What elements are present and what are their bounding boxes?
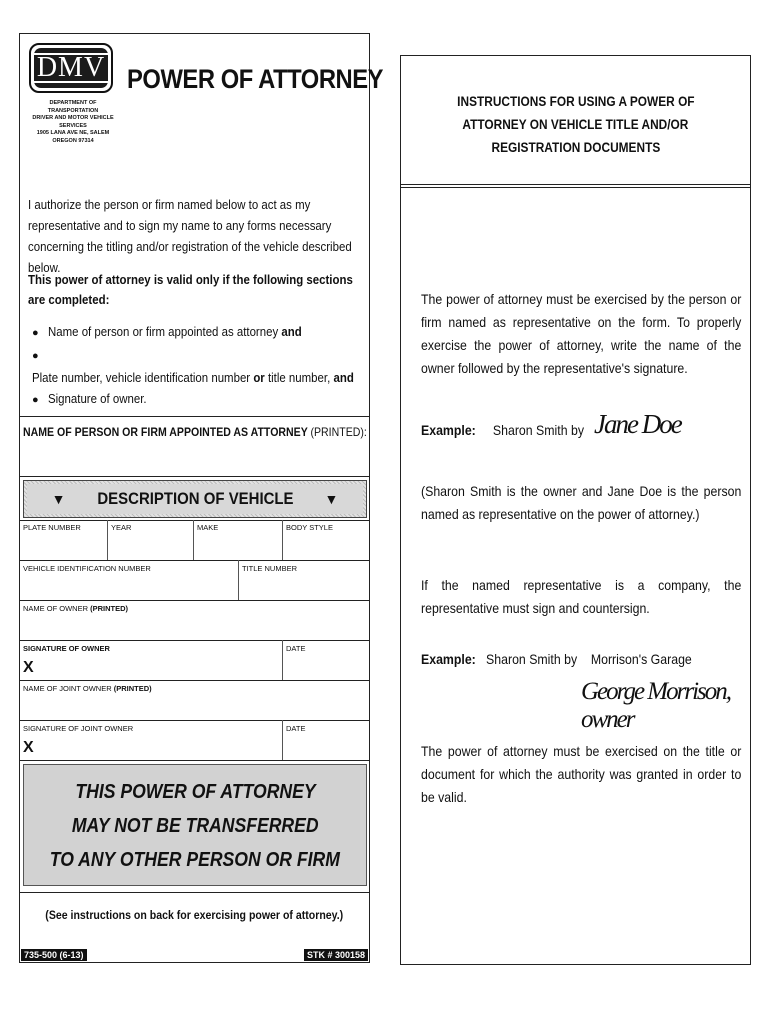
example-label: Example: <box>421 422 476 438</box>
transfer-warning <box>23 764 367 886</box>
vin-field[interactable]: VEHICLE IDENTIFICATION NUMBER <box>23 564 151 573</box>
instruction-paragraph: The power of attorney must be exercised by the person or firm named as representative on the form. To properly exercise the power of attorney, write the name of the owner followed by the representative's signature. <box>421 291 742 376</box>
logo-text: DMV <box>34 53 108 83</box>
department-line: DRIVER AND MOTOR VEHICLE SERVICES <box>32 115 114 129</box>
form-title: POWER OF ATTORNEY <box>127 64 384 94</box>
down-triangle-icon: ▼ <box>51 491 66 507</box>
sign-here-mark: X <box>23 659 34 676</box>
department-line: 1905 LANA AVE NE, SALEM OREGON 97314 <box>36 130 110 144</box>
dmv-logo <box>29 43 113 93</box>
vehicle-description-header <box>23 480 367 518</box>
divider <box>20 720 369 721</box>
divider <box>20 476 369 477</box>
required-sections-list <box>32 321 398 411</box>
example-1 <box>421 422 606 438</box>
divider <box>20 892 369 893</box>
owner-date-field[interactable]: DATE <box>286 644 306 653</box>
divider <box>20 760 369 761</box>
warning-line: MAY NOT BE TRANSFERRED <box>71 815 319 837</box>
divider <box>20 560 369 561</box>
divider <box>20 416 369 417</box>
owner-signature-field[interactable]: SIGNATURE OF OWNER <box>23 644 110 653</box>
validity-note: This power of attorney is valid only if the following sections are completed: <box>28 272 353 307</box>
divider <box>107 520 108 560</box>
instructions-panel <box>400 55 751 965</box>
joint-owner-date-field[interactable]: DATE <box>286 724 306 733</box>
example-company: Morrison's Garage <box>590 651 692 667</box>
divider <box>20 600 369 601</box>
warning-line: TO ANY OTHER PERSON OR FIRM <box>49 849 341 871</box>
section-title: DESCRIPTION OF VEHICLE <box>96 489 294 508</box>
authorization-statement: I authorize the person or firm named below to act as my representative and to sign my name to any forms necessary concerning the titling and/or registration of the vehicle described below. <box>28 197 352 275</box>
instruction-paragraph: (Sharon Smith is the owner and Jane Doe is the person named as representative on the power of attorney.) <box>421 483 742 522</box>
instruction-paragraph: The power of attorney must be exercised on the title or document for which the authority was granted in order to be valid. <box>421 743 742 805</box>
example-owner: Sharon Smith by <box>486 651 578 667</box>
plate-number-field[interactable]: PLATE NUMBER <box>23 523 81 532</box>
example-2 <box>421 651 729 667</box>
divider <box>193 520 194 560</box>
form-number: 735-500 (6-13) <box>21 949 87 961</box>
down-triangle-icon: ▼ <box>324 491 339 507</box>
joint-owner-signature-field[interactable]: SIGNATURE OF JOINT OWNER <box>23 724 134 733</box>
divider <box>282 520 283 560</box>
divider <box>282 720 283 760</box>
owner-name-field[interactable]: NAME OF OWNER (PRINTED) <box>23 604 129 613</box>
example-signature: Jane Doe <box>594 409 681 439</box>
attorney-name-field[interactable]: NAME OF PERSON OR FIRM APPOINTED AS ATTORNEY (PRINTED): <box>23 425 367 439</box>
year-field[interactable]: YEAR <box>111 523 132 532</box>
warning-line: THIS POWER OF ATTORNEY <box>74 781 316 803</box>
list-item: ● Signature of owner. <box>32 388 398 411</box>
divider <box>401 184 750 188</box>
title-number-field[interactable]: TITLE NUMBER <box>242 564 298 573</box>
example-owner: Sharon Smith by <box>492 422 584 438</box>
list-item: ● Plate number, vehicle identification number or title number, and <box>32 344 398 388</box>
divider <box>282 640 283 680</box>
body-style-field[interactable]: BODY STYLE <box>286 523 333 532</box>
list-item: ● Name of person or firm appointed as attorney and <box>32 321 398 344</box>
stock-number: STK # 300158 <box>304 949 368 961</box>
department-line: DEPARTMENT OF TRANSPORTATION <box>47 100 99 114</box>
see-instructions-note: (See instructions on back for exercising power of attorney.) <box>45 908 344 922</box>
divider <box>20 520 369 521</box>
instruction-paragraph: If the named representative is a company, the representative must sign and countersign. <box>421 577 742 616</box>
department-address <box>24 100 122 145</box>
power-of-attorney-form <box>19 33 384 963</box>
divider <box>238 560 239 600</box>
divider <box>20 680 369 681</box>
make-field[interactable]: MAKE <box>197 523 219 532</box>
example-label: Example: <box>421 651 476 667</box>
sign-here-mark: X <box>23 739 34 756</box>
instructions-title: INSTRUCTIONS FOR USING A POWER OF ATTORNEY ON VEHICLE TITLE AND/OR REGISTRATION DOCUMENTS <box>456 94 695 155</box>
joint-owner-name-field[interactable]: NAME OF JOINT OWNER (PRINTED) <box>23 684 152 693</box>
divider <box>20 640 369 641</box>
example-signature: George Morrison, owner <box>581 678 731 733</box>
